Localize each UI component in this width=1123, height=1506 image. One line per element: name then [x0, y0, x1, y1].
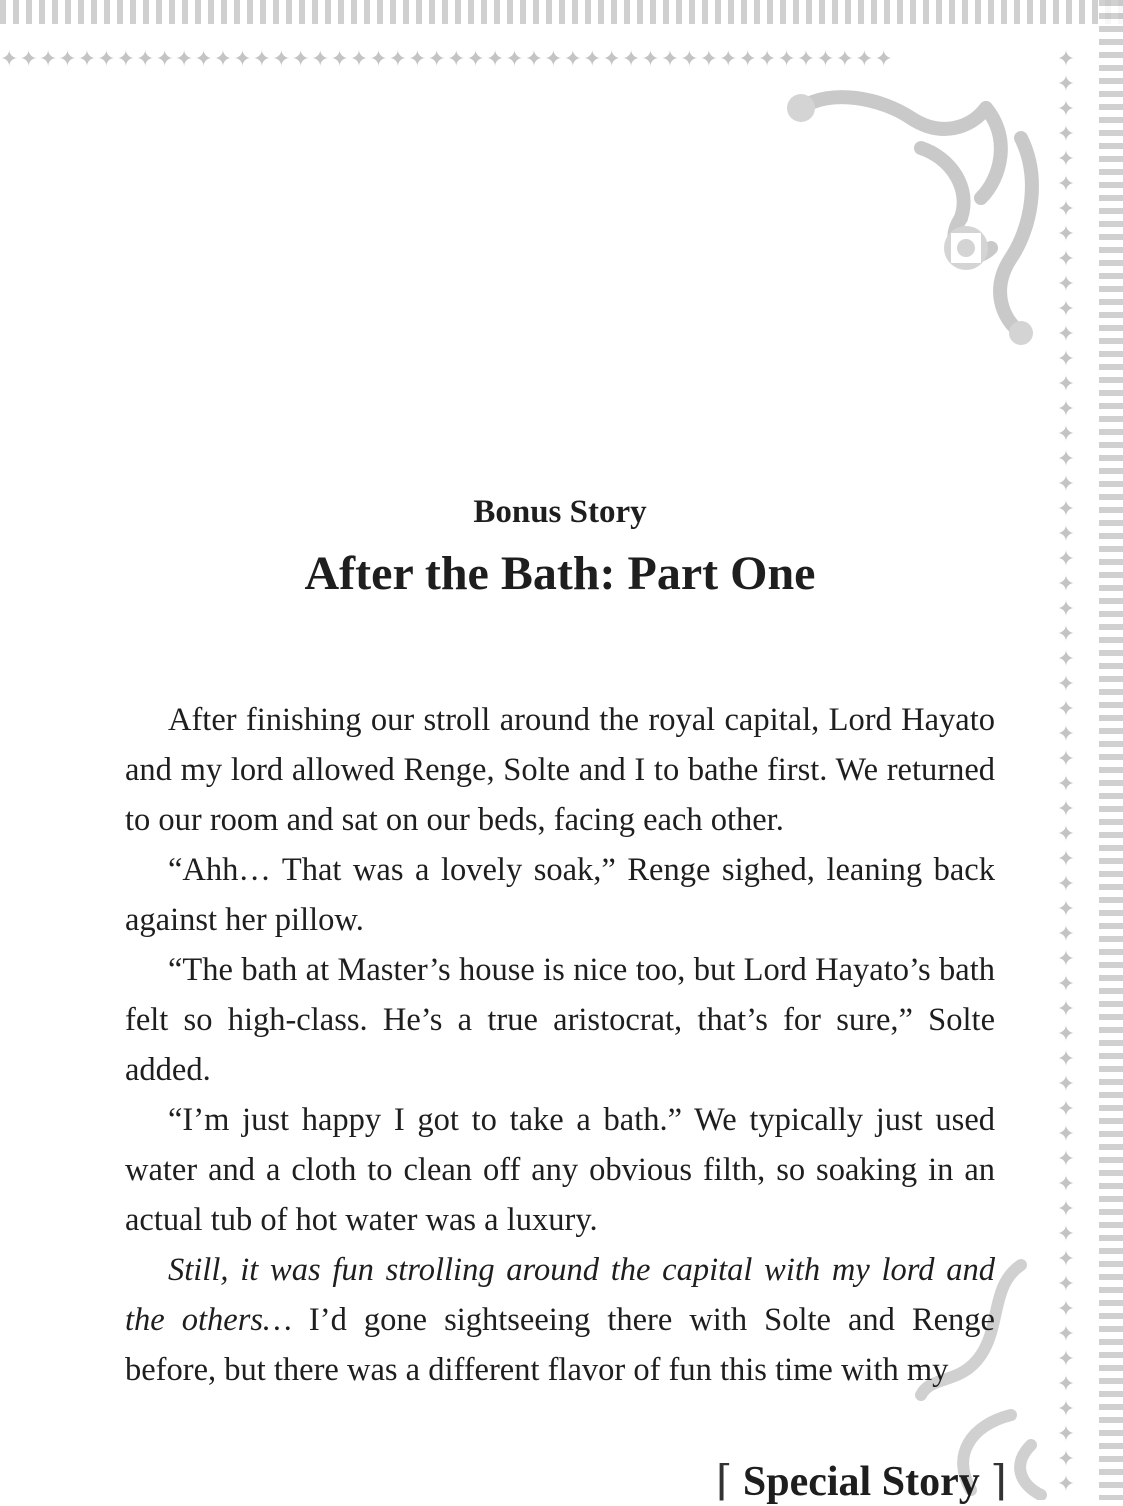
footer-bracket-left: ⌈ [716, 1459, 733, 1505]
footer-bracket-right: ⌉ [990, 1459, 1007, 1505]
border-gap [1079, 24, 1099, 1500]
paragraph [125, 1245, 995, 1395]
top-border-outer [0, 0, 1123, 24]
right-border-ornament: ✦ ✦ ✦ ✦ ✦ ✦ ✦ ✦ ✦ ✦ ✦ ✦ ✦ ✦ ✦ ✦ ✦ ✦ ✦ ✦ ✦ ✦ ✦ ✦ ✦ ✦ ✦ ✦ ✦ ✦ ✦ ✦ ✦ ✦ ✦ ✦ ✦ ✦ ✦ ✦ ✦ ✦ ✦ ✦ ✦ ✦ ✦ ✦ ✦ ✦ ✦ ✦ ✦ ✦ ✦ ✦ ✦ ✦ [1056, 46, 1076, 1496]
story-label: Bonus Story [473, 494, 647, 530]
paragraph: “I’m just happy I got to take a bath.” We typically just used water and a cloth to clean off any obvious filth, so soaking in an actual tub of hot water was a luxury. [125, 1102, 995, 1238]
paragraph-text: I’d gone sightseeing there with Solte and Renge before, but there was a different flavor of fun this time with my [125, 1302, 995, 1388]
italic-thought: Still, it was fun strolling around the capital with my lord and the others… [125, 1252, 995, 1338]
story-body [125, 695, 995, 1395]
footer-label: Special Story [742, 1459, 980, 1505]
right-border-outer [1099, 0, 1123, 1500]
paragraph: After finishing our stroll around the royal capital, Lord Hayato and my lord allowed Renge, Solte and I to bathe first. We returned to our room and sat on our beds, facing each other. [125, 702, 995, 838]
paragraph: “Ahh… That was a lovely soak,” Renge sighed, leaning back against her pillow. [125, 852, 995, 938]
running-footer [716, 1456, 1007, 1506]
corner-flourish-icon [771, 78, 1051, 348]
paragraph: “The bath at Master’s house is nice too, but Lord Hayato’s bath felt so high-class. He’s a true aristocrat, that’s for sure,” Solte added. [125, 952, 995, 1088]
story-title: After the Bath: Part One [304, 547, 816, 600]
top-border-ornament: ✦✦✦✦✦✦✦✦✦✦✦✦✦✦✦✦✦✦✦✦✦✦✦✦✦✦✦✦✦✦✦✦✦✦✦✦✦✦✦✦✦✦✦✦✦✦ [0, 46, 894, 71]
